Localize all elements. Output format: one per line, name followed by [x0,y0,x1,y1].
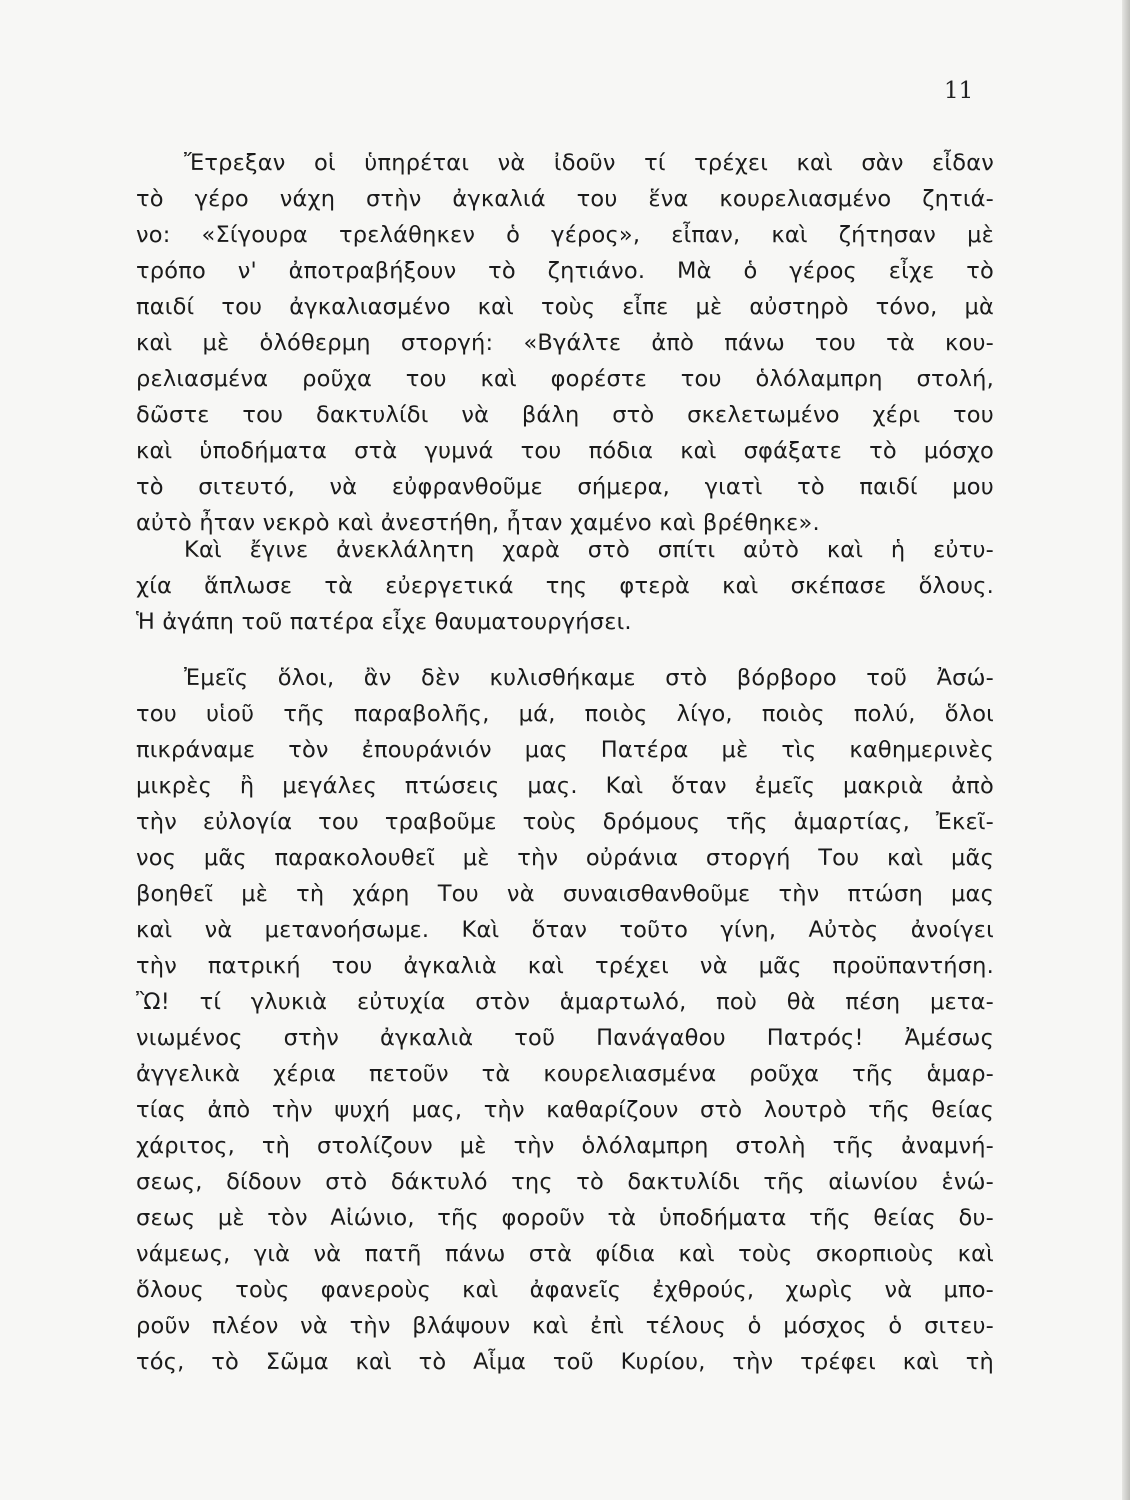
text-line: χάριτος, τὴ στολίζουν μὲ τὴν ὁλόλαμπρη στολὴ τῆς ἀναμνή- [136,1133,994,1159]
text-line: αὐτὸ ἦταν νεκρὸ καὶ ἀνεστήθη, ἦταν χαμένο καὶ βρέθηκε». [136,510,820,536]
text-line: βοηθεῖ μὲ τὴ χάρη Του νὰ συναισθανθοῦμε τὴν πτώση μας [136,881,994,907]
text-line: μικρὲς ἢ μεγάλες πτώσεις μας. Καὶ ὅταν ἐμεῖς μακριὰ ἀπὸ [136,773,994,799]
text-line: παιδί του ἀγκαλιασμένο καὶ τοὺς εἶπε μὲ αὐστηρὸ τόνο, μὰ [136,294,994,320]
text-line: χία ἅπλωσε τὰ εὐεργετικά της φτερὰ καὶ σκέπασε ὅλους. [136,573,994,599]
text-line: δῶστε του δακτυλίδι νὰ βάλη στὸ σκελετωμένο χέρι του [136,402,994,428]
text-line: Καὶ ἔγινε ἀνεκλάλητη χαρὰ στὸ σπίτι αὐτὸ καὶ ἡ εὐτυ- [184,537,994,563]
text-line: τὴν πατρική του ἀγκαλιὰ καὶ τρέχει νὰ μᾶς προϋπαντήση. [136,953,994,979]
text-line: ρελιασμένα ροῦχα του καὶ φορέστε του ὁλόλαμπρη στολή, [136,366,994,392]
text-line: Ἐμεῖς ὅλοι, ἂν δὲν κυλισθήκαμε στὸ βόρβορο τοῦ Ἀσώ- [184,665,994,691]
text-line: Ἡ ἀγάπη τοῦ πατέρα εἶχε θαυματουργήσει. [136,609,632,635]
text-line: τὸ γέρο νάχη στὴν ἀγκαλιά του ἕνα κουρελιασμένο ζητιά- [136,186,994,212]
text-line: τρόπο ν' ἀποτραβήξουν τὸ ζητιάνο. Μὰ ὁ γέρος εἶχε τὸ [136,258,994,284]
page-edge-shadow [1122,0,1130,1500]
text-line: τὸ σιτευτό, νὰ εὐφρανθοῦμε σήμερα, γιατὶ τὸ παιδί μου [136,474,994,500]
text-line: νο: «Σίγουρα τρελάθηκεν ὁ γέρος», εἶπαν, καὶ ζήτησαν μὲ [136,222,994,248]
text-line: σεως μὲ τὸν Αἰώνιο, τῆς φοροῦν τὰ ὑποδήματα τῆς θείας δυ- [136,1205,994,1231]
paragraph-3 [136,660,994,1380]
text-line: ροῦν πλέον νὰ τὴν βλάψουν καὶ ἐπὶ τέλους ὁ μόσχος ὁ σιτευ- [136,1313,994,1339]
text-line: νιωμένος στὴν ἀγκαλιὰ τοῦ Πανάγαθου Πατρός! Ἀμέσως [136,1025,994,1051]
text-line: τίας ἀπὸ τὴν ψυχή μας, τὴν καθαρίζουν στὸ λουτρὸ τῆς θείας [136,1097,994,1123]
text-line: Ἔτρεξαν οἱ ὑπηρέται νὰ ἰδοῦν τί τρέχει καὶ σὰν εἶδαν [184,150,994,176]
text-line: νος μᾶς παρακολουθεῖ μὲ τὴν οὐράνια στοργή Του καὶ μᾶς [136,845,994,871]
text-line: ἀγγελικὰ χέρια πετοῦν τὰ κουρελιασμένα ροῦχα τῆς ἁμαρ- [136,1061,994,1087]
text-line: του υἱοῦ τῆς παραβολῆς, μά, ποιὸς λίγο, ποιὸς πολύ, ὅλοι [136,701,994,727]
text-line: νάμεως, γιὰ νὰ πατῆ πάνω στὰ φίδια καὶ τοὺς σκορπιοὺς καὶ [136,1241,994,1267]
paragraph-1 [136,145,994,541]
text-line: τός, τὸ Σῶμα καὶ τὸ Αἷμα τοῦ Κυρίου, τὴν τρέφει καὶ τὴ [136,1349,994,1375]
text-line: καὶ μὲ ὁλόθερμη στοργή: «Βγάλτε ἀπὸ πάνω του τὰ κου- [136,330,994,356]
text-line: ὅλους τοὺς φανεροὺς καὶ ἀφανεῖς ἐχθρούς, χωρὶς νὰ μπο- [136,1277,994,1303]
page-number: 11 [944,78,974,104]
text-line: καὶ ὑποδήματα στὰ γυμνά του πόδια καὶ σφάξατε τὸ μόσχο [136,438,994,464]
text-line: καὶ νὰ μετανοήσωμε. Καὶ ὅταν τοῦτο γίνη, Αὐτὸς ἀνοίγει [136,917,994,943]
paragraph-2 [136,532,994,640]
text-line: πικράναμε τὸν ἐπουράνιόν μας Πατέρα μὲ τὶς καθημερινὲς [136,737,994,763]
text-line: σεως, δίδουν στὸ δάκτυλό της τὸ δακτυλίδι τῆς αἰωνίου ἑνώ- [136,1169,994,1195]
text-line: Ὢ! τί γλυκιὰ εὐτυχία στὸν ἁμαρτωλό, ποὺ θὰ πέση μετα- [136,989,994,1015]
text-line: τὴν εὐλογία του τραβοῦμε τοὺς δρόμους τῆς ἁμαρτίας, Ἐκεῖ- [136,809,994,835]
